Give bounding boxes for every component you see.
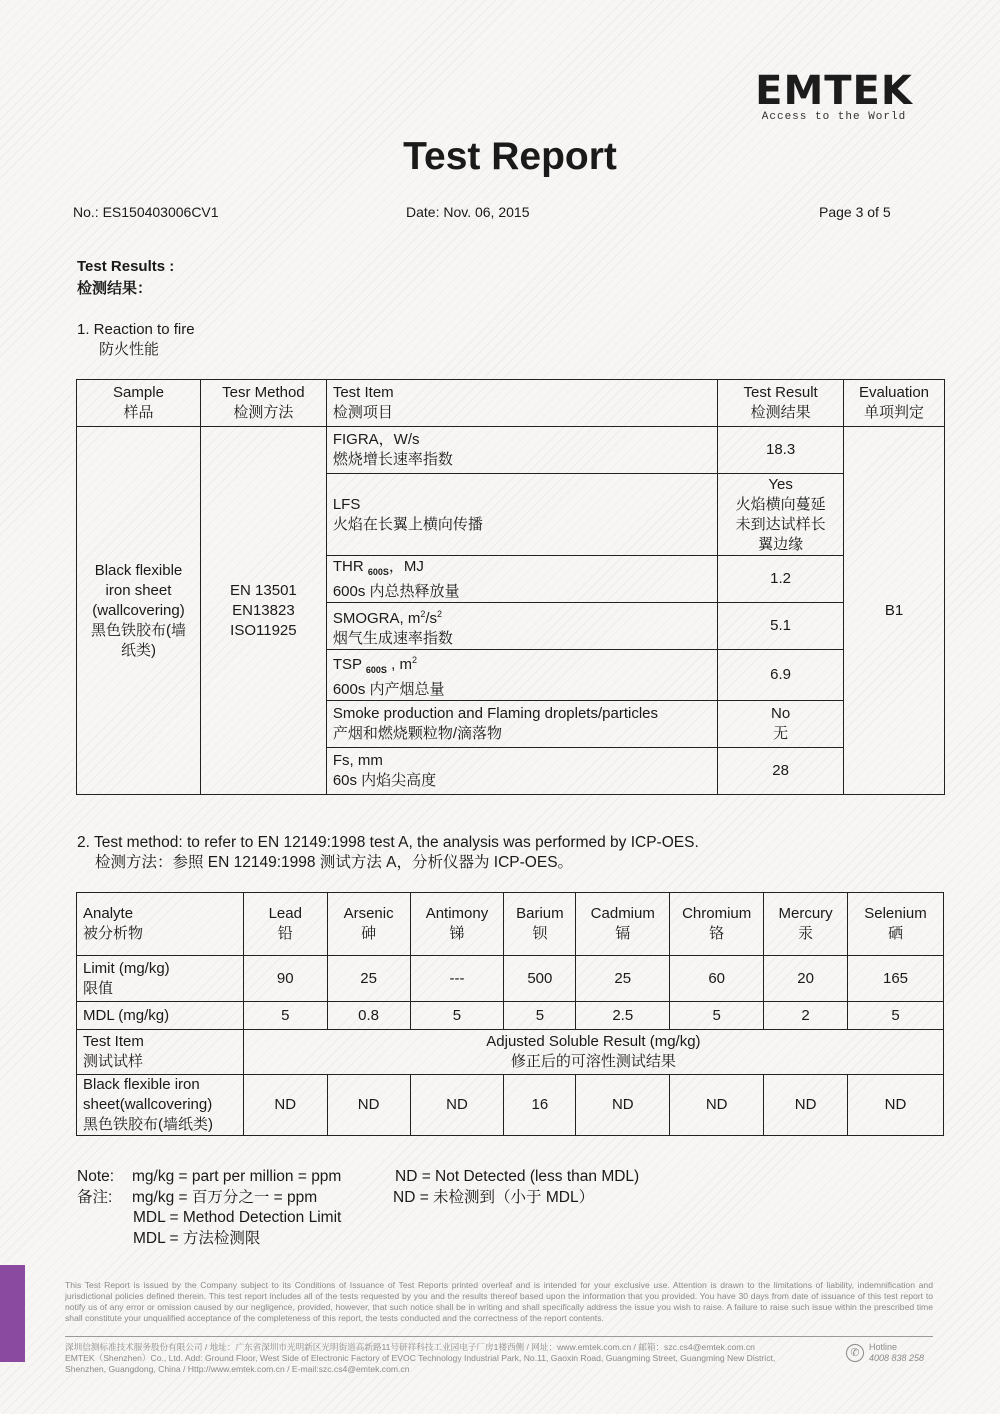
analyte-antimony: Antimony 锑 bbox=[410, 893, 504, 956]
table-row bbox=[77, 427, 945, 474]
footer-line-zh: 深圳信测标准技术服务股份有限公司 / 地址：广东省深圳市光明新区光明街道高新路11号研祥科技工业园电子厂房1楼西侧 / 网址：www.emtek.com.cn / 邮箱：szc.cs4@emtek.com.cn bbox=[65, 1342, 755, 1352]
test-item-smoke: Smoke production and Flaming droplets/particles 产烟和燃烧颗粒物/滴落物 bbox=[326, 701, 717, 748]
header-evaluation: Evaluation 单项判定 bbox=[844, 380, 945, 427]
result-value: ND bbox=[243, 1075, 327, 1136]
result-lfs: Yes 火焰横向蔓延 未到达试样长 翼边缘 bbox=[718, 474, 844, 556]
analyte-barium: Barium 钡 bbox=[504, 893, 576, 956]
limit-value: 20 bbox=[764, 956, 848, 1002]
analyte-lead: Lead 铅 bbox=[243, 893, 327, 956]
sample-cell: Black flexible iron sheet (wallcovering) 黑色铁胶布(墙 纸类) bbox=[77, 427, 201, 795]
table-header-row bbox=[77, 380, 945, 427]
heading-en: Test Results : bbox=[77, 258, 175, 275]
note-ppm-en: mg/kg = part per million = ppm bbox=[132, 1168, 342, 1185]
section1-title-en: 1. Reaction to fire bbox=[77, 321, 195, 338]
report-number: No.: ES150403006CV1 bbox=[73, 204, 219, 220]
emtek-logo bbox=[742, 70, 926, 123]
limit-value: --- bbox=[410, 956, 504, 1002]
mdl-value: 5 bbox=[848, 1002, 944, 1030]
mdl-value: 5 bbox=[670, 1002, 764, 1030]
analyte-mercury: Mercury 汞 bbox=[764, 893, 848, 956]
sample-result-row bbox=[77, 1075, 944, 1136]
section1-title-zh: 防火性能 bbox=[99, 341, 160, 358]
section2-title-zh: 检测方法：参照 EN 12149:1998 测试方法 A，分析仪器为 ICP-OES。 bbox=[95, 854, 574, 871]
reaction-to-fire-table bbox=[76, 379, 945, 795]
result-tsp: 6.9 bbox=[718, 650, 844, 701]
page-title: Test Report bbox=[403, 135, 617, 178]
note-label-en: Note: bbox=[77, 1168, 115, 1185]
analyte-cadmium: Cadmium 镉 bbox=[576, 893, 670, 956]
limit-value: 60 bbox=[670, 956, 764, 1002]
section2-title bbox=[77, 833, 699, 873]
limit-value: 25 bbox=[576, 956, 670, 1002]
report-date: Date: Nov. 06, 2015 bbox=[406, 204, 530, 220]
phone-icon: ✆ bbox=[846, 1344, 864, 1362]
result-smogra: 5.1 bbox=[718, 603, 844, 650]
mdl-value: 2 bbox=[764, 1002, 848, 1030]
mdl-value: 5 bbox=[410, 1002, 504, 1030]
accent-bar bbox=[0, 1265, 25, 1362]
result-value: ND bbox=[764, 1075, 848, 1136]
logo-tagline: Access to the World bbox=[761, 111, 907, 123]
note-nd-zh: ND = 未检测到（小于 MDL） bbox=[393, 1188, 595, 1206]
note-ppm-zh: mg/kg = 百万分之一 = ppm bbox=[132, 1188, 318, 1206]
analyte-arsenic: Arsenic 砷 bbox=[327, 893, 410, 956]
adjusted-result-label: Adjusted Soluble Result (mg/kg) 修正后的可溶性测试结果 bbox=[243, 1030, 943, 1075]
result-value: ND bbox=[670, 1075, 764, 1136]
limit-value: 165 bbox=[848, 956, 944, 1002]
header-sample: Sample 样品 bbox=[77, 380, 201, 427]
mdl-value: 0.8 bbox=[327, 1002, 410, 1030]
header-test-result: Test Result 检测结果 bbox=[718, 380, 844, 427]
test-item-lfs: LFS 火焰在长翼上横向传播 bbox=[326, 474, 717, 556]
analyte-selenium: Selenium 硒 bbox=[848, 893, 944, 956]
limit-value: 500 bbox=[504, 956, 576, 1002]
method-cell: EN 13501 EN13823 ISO11925 bbox=[200, 427, 326, 795]
test-results-heading bbox=[77, 256, 174, 300]
mdl-value: 5 bbox=[243, 1002, 327, 1030]
footer-line-address: EMTEK（Shenzhen）Co., Ltd. Add: Ground Floor, West Side of Electronic Factory of EVOC Technology Industrial Park, No.11, Gaoxin Road, Guangming Street, Guangming New District, bbox=[65, 1353, 776, 1363]
result-smoke: No 无 bbox=[718, 701, 844, 748]
limit-label: Limit (mg/kg) 限值 bbox=[77, 956, 244, 1002]
result-value: ND bbox=[576, 1075, 670, 1136]
hotline-number: 4008 838 258 bbox=[869, 1353, 925, 1363]
mdl-label: MDL (mg/kg) bbox=[77, 1002, 244, 1030]
test-item-fs: Fs, mm 60s 内焰尖高度 bbox=[326, 748, 717, 795]
hotline-label: Hotline bbox=[869, 1342, 898, 1352]
evaluation-cell: B1 bbox=[844, 427, 945, 795]
note-label-zh: 备注: bbox=[77, 1188, 113, 1206]
result-value: ND bbox=[410, 1075, 504, 1136]
sample-label: Black flexible iron sheet(wallcovering) 黑色铁胶布(墙纸类) bbox=[77, 1075, 244, 1136]
analyte-row bbox=[77, 893, 944, 956]
heading-zh: 检测结果： bbox=[77, 280, 153, 297]
test-item-label: Test Item 测试试样 bbox=[77, 1030, 244, 1075]
heavy-metals-table bbox=[76, 892, 944, 1136]
mdl-value: 5 bbox=[504, 1002, 576, 1030]
footer-divider bbox=[65, 1336, 933, 1337]
hotline bbox=[846, 1342, 924, 1364]
limit-value: 25 bbox=[327, 956, 410, 1002]
limit-row bbox=[77, 956, 944, 1002]
notes bbox=[77, 1167, 639, 1249]
note-nd-en: ND = Not Detected (less than MDL) bbox=[395, 1168, 640, 1185]
result-fs: 28 bbox=[718, 748, 844, 795]
test-item-figra: FIGRA，W/s 燃烧增长速率指数 bbox=[326, 427, 717, 474]
logo-wordmark: EMTEK bbox=[755, 68, 913, 114]
test-item-smogra: SMOGRA, $m^2/s^2$ 烟气生成速率指数 bbox=[326, 603, 717, 650]
footer-contact bbox=[65, 1342, 845, 1375]
header-method: Tesr Method 检测方法 bbox=[200, 380, 326, 427]
section1-title bbox=[77, 320, 195, 360]
header-test-item: Test Item 检测项目 bbox=[326, 380, 717, 427]
disclaimer: This Test Report is issued by the Company subject to its Conditions of Issuance of Test Reports printed overleaf and is intended for your exclusive use. Attention is drawn to the limitations of liability, indemnification and jurisdictional policies defined therein. This test report includes all of the tests requested by you and the results thereof based upon the information that you provided. You have 30 days from date of issuance of this test report to notify us of any error or omission caused by our negligence, provided, however, that such notice shall be in writing and shall specifically address the issue you wish to raise. A failure to raise such issue within the prescribed time shall constitute your unqualified acceptance of the completeness of this report, the tests conducted and the correctness of the report contents. bbox=[65, 1280, 933, 1323]
footer-line-web: Shenzhen, Guangdong, China / Http://www.emtek.com.cn / E-mail:szc.cs4@emtek.com.cn bbox=[65, 1364, 410, 1374]
analyte-chromium: Chromium 铬 bbox=[670, 893, 764, 956]
result-value: 16 bbox=[504, 1075, 576, 1136]
result-thr: 1.2 bbox=[718, 556, 844, 603]
limit-value: 90 bbox=[243, 956, 327, 1002]
result-figra: 18.3 bbox=[718, 427, 844, 474]
result-value: ND bbox=[848, 1075, 944, 1136]
note-mdl-en: MDL = Method Detection Limit bbox=[133, 1209, 342, 1226]
mdl-value: 2.5 bbox=[576, 1002, 670, 1030]
test-item-thr: THR $_{600S}$，MJ 600s 内总热释放量 bbox=[326, 556, 717, 603]
section2-title-en: 2. Test method: to refer to EN 12149:1998 test A, the analysis was performed by ICP-OES. bbox=[77, 834, 699, 851]
mdl-row bbox=[77, 1002, 944, 1030]
note-mdl-zh: MDL = 方法检测限 bbox=[133, 1229, 261, 1247]
test-item-tsp: TSP $_{600S}$ , $m^2$ 600s 内产烟总量 bbox=[326, 650, 717, 701]
analyte-label: Analyte 被分析物 bbox=[77, 893, 244, 956]
page-number: Page 3 of 5 bbox=[819, 204, 891, 220]
result-value: ND bbox=[327, 1075, 410, 1136]
test-item-row bbox=[77, 1030, 944, 1075]
